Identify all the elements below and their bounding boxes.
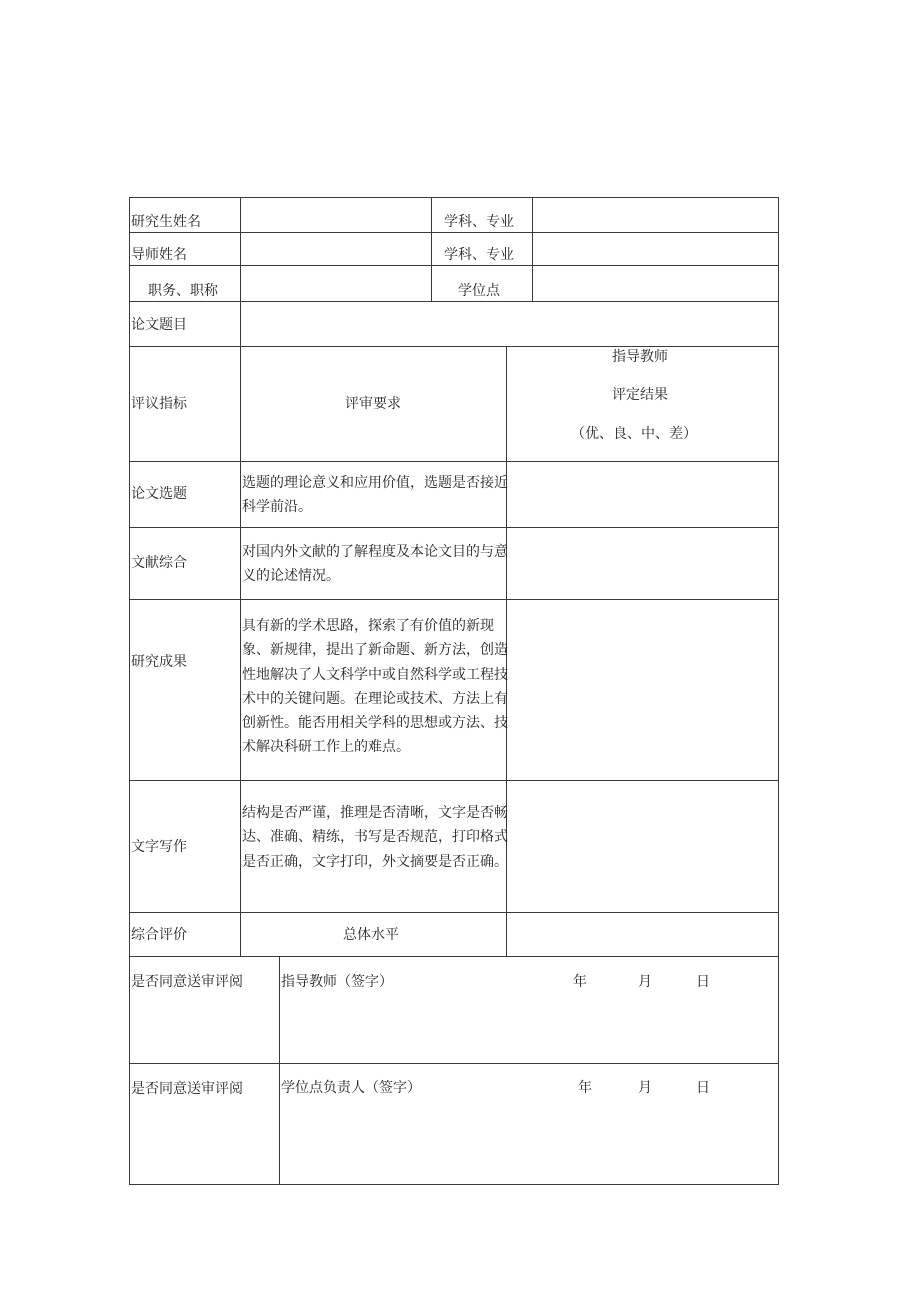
discipline-label: 学科、专业 [444, 214, 514, 230]
advisor-discipline-field[interactable] [533, 233, 778, 265]
program-head-signature-field[interactable] [280, 1101, 778, 1184]
criterion-label: 文献综合 [131, 555, 187, 571]
table-border-right [778, 197, 779, 1185]
date-month-label: 月 [638, 1080, 652, 1096]
eval-index-header: 评议指标 [131, 396, 187, 412]
criterion-label: 研究成果 [131, 654, 187, 670]
result-header-line1: 指导教师 [612, 349, 668, 365]
date-year-label: 年 [573, 974, 587, 990]
criterion-rating-field[interactable] [507, 600, 778, 780]
approval-label: 是否同意送审评阅 [131, 974, 243, 990]
overall-level-label: 总体水平 [343, 927, 399, 943]
advisor-name-label: 导师姓名 [131, 247, 187, 263]
review-requirement-header: 评审要求 [345, 396, 401, 412]
criterion-rating-field[interactable] [507, 528, 778, 599]
date-day-label: 日 [696, 974, 710, 990]
advisor-signature-field[interactable] [280, 995, 778, 1063]
date-month-label: 月 [638, 974, 652, 990]
program-head-signature-label: 学位点负责人（签字） [281, 1080, 421, 1096]
position-title-field[interactable] [241, 266, 431, 301]
criterion-rating-field[interactable] [507, 781, 778, 912]
criterion-requirement: 选题的理论意义和应用价值，选题是否接近科学前沿。 [242, 475, 508, 516]
thesis-title-field[interactable] [241, 302, 778, 346]
criterion-requirement: 对国内外文献的了解程度及本论文目的与意义的论述情况。 [242, 544, 508, 585]
student-name-label: 研究生姓名 [131, 214, 201, 230]
student-name-field[interactable] [241, 198, 431, 232]
date-day-label: 日 [696, 1080, 710, 1096]
row-divider [129, 346, 779, 347]
overall-evaluation-label: 综合评价 [131, 927, 187, 943]
thesis-title-label: 论文题目 [131, 317, 187, 333]
approval-label: 是否同意送审评阅 [131, 1081, 243, 1097]
discipline-label: 学科、专业 [444, 247, 514, 263]
advisor-name-field[interactable] [241, 233, 431, 265]
degree-point-field[interactable] [533, 266, 778, 301]
criterion-label: 文字写作 [131, 839, 187, 855]
criterion-rating-field[interactable] [507, 462, 778, 527]
student-discipline-field[interactable] [533, 198, 778, 232]
row-divider [129, 1063, 779, 1064]
advisor-signature-label: 指导教师（签字） [281, 974, 393, 990]
criterion-label: 论文选题 [131, 486, 187, 502]
result-header-line2: 评定结果 [612, 387, 668, 403]
overall-rating-field[interactable] [507, 913, 778, 956]
position-title-label: 职务、职称 [148, 283, 218, 299]
result-header-line3: （优、良、中、差） [571, 426, 697, 442]
degree-point-label: 学位点 [458, 283, 500, 299]
criterion-requirement: 具有新的学术思路，探索了有价值的新现象、新规律，提出了新命题、新方法，创造性地解决了人文科学中或自然科学或工程技术中的关键问题。在理论或技术、方法上有创新性。能否用相关学科的思想或方法、技术解决科研工作上的难点。 [242, 618, 508, 756]
column-divider [431, 197, 432, 302]
date-year-label: 年 [578, 1080, 592, 1096]
table-border-bottom [129, 1184, 779, 1185]
row-divider [129, 956, 779, 957]
table-border-left [129, 197, 130, 1185]
criterion-requirement: 结构是否严谨，推理是否清晰，文字是否畅达、准确、精练，书写是否规范，打印格式是否正确，文字打印，外文摘要是否正确。 [242, 805, 508, 870]
